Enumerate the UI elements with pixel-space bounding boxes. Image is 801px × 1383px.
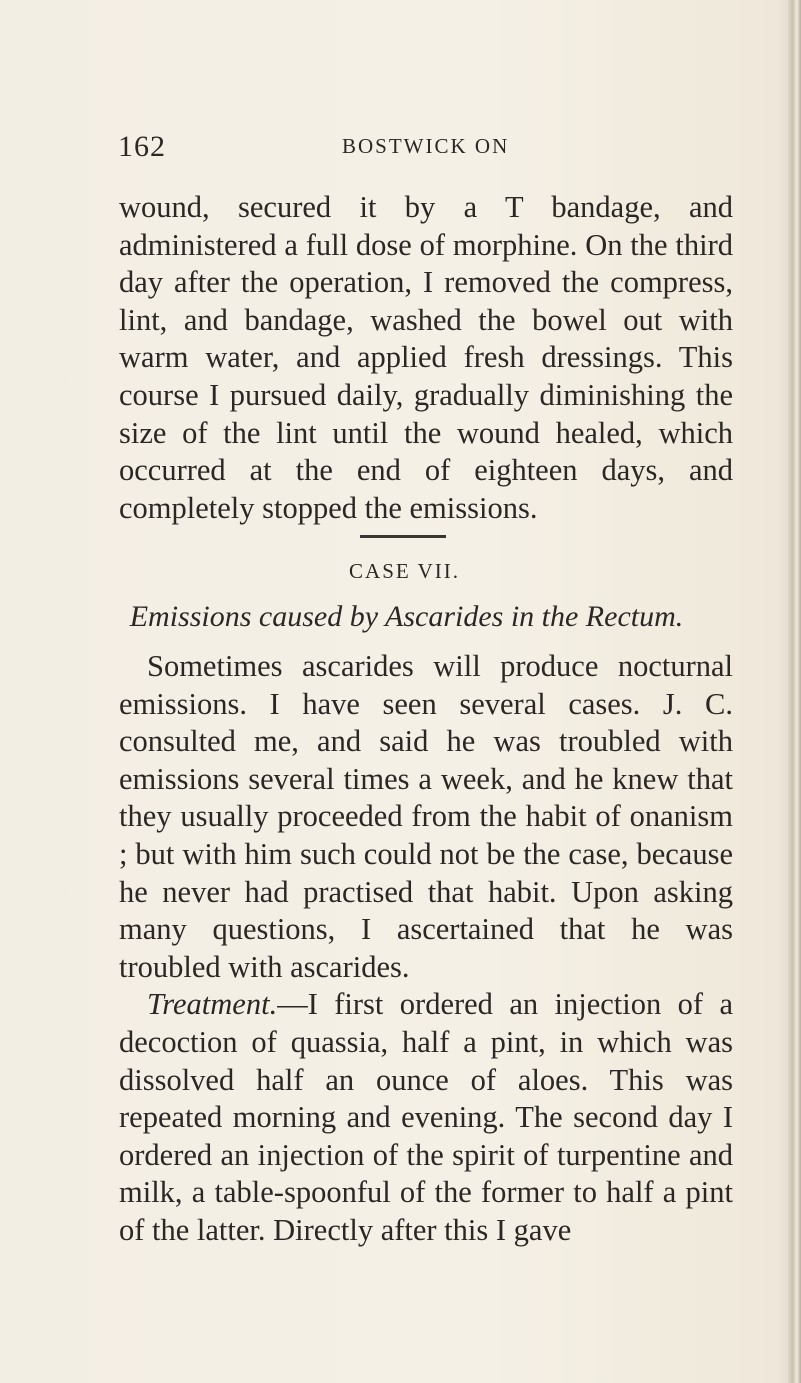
running-head [118, 130, 730, 170]
page-number: 162 [118, 130, 166, 163]
running-title: BOSTWICK ON [342, 134, 510, 158]
section-rule [360, 535, 446, 538]
treatment-label: Treatment. [147, 987, 278, 1022]
case-paragraph: Sometimes ascarides will produce nocturnal emissions. I have seen several cases. J. C. consulted me, and said he was troubled with emissions several times a week, and he knew that they usually proceeded from the habit of onanism ; but with him such could not be the case, because he never had practised that habit. Upon asking many questions, I ascertained that he was troubled with ascarides. [119, 649, 733, 984]
case-body [119, 648, 733, 1250]
continuation-paragraph: wound, secured it by a T bandage, and administered a full dose of morphine. On the third day after the operation, I removed the compress, lint, and bandage, washed the bowel out with warm water, and applied fresh dressings. This course I pursued daily, gradually diminishing the size of the lint until the wound healed, which occurred at the end of eighteen days, and completely stopped the emissions. [119, 190, 733, 525]
continuation-block [119, 189, 733, 527]
case-heading: CASE VII. [349, 559, 460, 583]
treatment-text: —I first ordered an injection of a decoction of quassia, half a pint, in which was dissolved half an ounce of aloes. This was repeated morning and evening. The second day I ordered an injection of the spirit of turpentine and milk, a table-spoonful of the former to half a pint of the latter. Directly after this I gave [119, 987, 733, 1247]
page-edge [787, 0, 801, 1383]
case-title: Emissions caused by Ascarides in the Rectum. [129, 600, 684, 633]
treatment-paragraph [119, 986, 733, 1249]
